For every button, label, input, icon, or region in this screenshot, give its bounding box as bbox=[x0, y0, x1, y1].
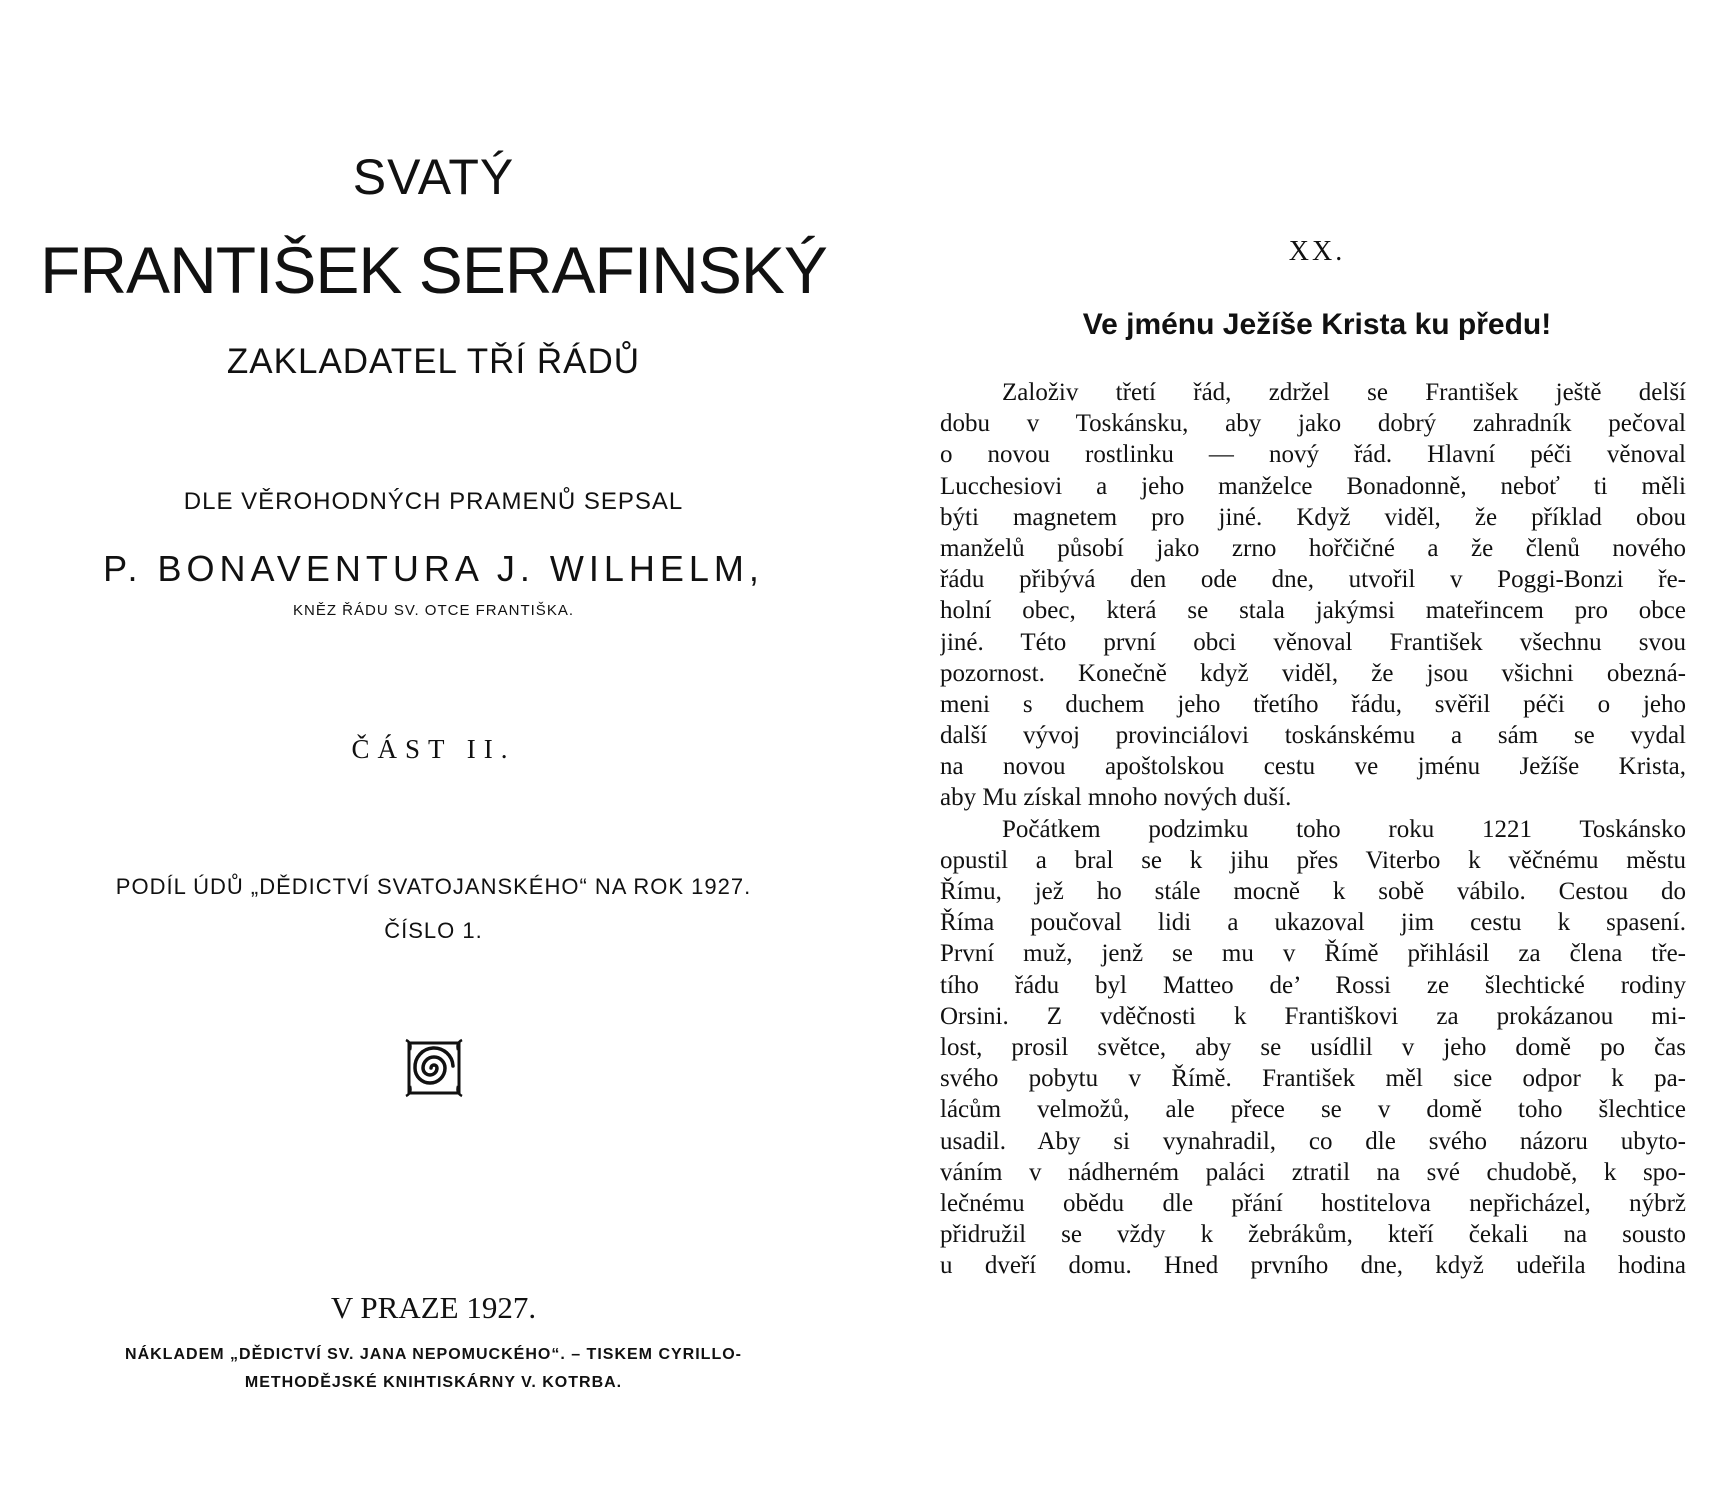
text-line: lácům velmožů, ale přece se v domě toho šlechtice bbox=[940, 1096, 1686, 1124]
text-line: aby Mu získal mnoho nových duší. bbox=[940, 784, 1292, 812]
text-line: opustil a bral se k jihu přes Viterbo k věčnému městu bbox=[940, 846, 1686, 874]
place-year: V PRAZE 1927. bbox=[330, 1290, 537, 1325]
share-line-2: ČÍSLO 1. bbox=[384, 918, 483, 943]
text-line: lečnému obědu dle přání hostitelova nepřicházel, nýbrž bbox=[940, 1189, 1686, 1217]
text-line: o novou rostlinku — nový řád. Hlavní péči věnoval bbox=[940, 441, 1686, 469]
text-line: Orsini. Z vděčnosti k Františkovi za prokázanou mi- bbox=[940, 1002, 1686, 1030]
text-line: přidružil se vždy k žebrákům, kteří čekali na sousto bbox=[940, 1221, 1686, 1249]
chapter-number: XX. bbox=[1288, 236, 1346, 267]
text-line: na novou apoštolskou cestu ve jménu Ježíše Krista, bbox=[940, 753, 1686, 781]
text-line: řádu přibývá den ode dne, utvořil v Poggi-Bonzi ře- bbox=[940, 566, 1686, 594]
title-top: SVATÝ bbox=[352, 149, 515, 205]
author-name: P. BONAVENTURA J. WILHELM, bbox=[103, 548, 764, 589]
book-subtitle: ZAKLADATEL TŘÍ ŘÁDŮ bbox=[226, 342, 641, 381]
text-line: První muž, jenž se mu v Římě přihlásil za člena tře- bbox=[940, 940, 1686, 968]
spiral-ornament-icon bbox=[403, 1037, 465, 1099]
text-line: dobu v Toskánsku, aby jako dobrý zahradník pečoval bbox=[940, 410, 1686, 438]
text-line: usadil. Aby si vynahradil, co dle svého názoru ubyto- bbox=[940, 1127, 1686, 1155]
text-line: manželů působí jako zrno hořčičné a že členů nového bbox=[940, 534, 1686, 562]
text-line: tího řádu byl Matteo de’ Rossi ze šlechtické rodiny bbox=[940, 971, 1686, 999]
text-line: Římu, jež ho stále mocně k sobě vábilo. Cestou do bbox=[940, 878, 1686, 905]
chapter-title: Ve jménu Ježíše Krista ku předu! bbox=[1082, 308, 1552, 341]
book-title: FRANTIŠEK SERAFINSKÝ bbox=[40, 233, 827, 307]
text-line: váním v nádherném paláci ztratil na své chudobě, k spo- bbox=[940, 1158, 1686, 1186]
text-line: svého pobytu v Římě. František měl sice odpor k pa- bbox=[940, 1065, 1686, 1093]
text-page bbox=[900, 0, 1734, 1500]
text-line: pozornost. Konečně když viděl, že jsou všichni obezná- bbox=[940, 659, 1686, 687]
author-role: KNĚZ ŘÁDU SV. OTCE FRANTIŠKA. bbox=[293, 602, 574, 619]
text-line: u dveří domu. Hned prvního dne, když udeřila hodina bbox=[940, 1252, 1686, 1280]
author-intro: DLE VĚROHODNÝCH PRAMENŮ SEPSAL bbox=[183, 488, 684, 515]
publisher-line-2: METHODĚJSKÉ KNIHTISKÁRNY V. KOTRBA. bbox=[244, 1374, 623, 1391]
text-line: Lucchesiovi a jeho manželce Bonadonně, neboť ti měli bbox=[940, 472, 1686, 500]
text-line: jiné. Této první obci věnoval František všechnu svou bbox=[940, 628, 1686, 656]
text-line: další vývoj provinciálovi toskánskému a sám se vydal bbox=[940, 722, 1686, 750]
text-line: holní obec, která se stala jakýmsi mateřincem pro obce bbox=[940, 597, 1686, 625]
share-line-1: PODÍL ÚDŮ „DĚDICTVÍ SVATOJANSKÉHO“ NA ROK 1927. bbox=[115, 874, 752, 899]
part-number: ČÁST II. bbox=[351, 734, 516, 764]
text-line: Počátkem podzimku toho roku 1221 Toskánsko bbox=[1002, 815, 1686, 843]
chapter-body bbox=[940, 377, 1686, 1281]
text-line: Založiv třetí řád, zdržel se František ještě delší bbox=[1002, 379, 1686, 406]
text-line: lost, prosil světce, aby se usídlil v jeho domě po čas bbox=[940, 1033, 1686, 1061]
text-line: meni s duchem jeho třetího řádu, svěřil péči o jeho bbox=[940, 690, 1686, 718]
text-line: býti magnetem pro jiné. Když viděl, že příklad obou bbox=[940, 503, 1686, 531]
publisher-line-1: NÁKLADEM „DĚDICTVÍ SV. JANA NEPOMUCKÉHO“. – TISKEM CYRILLO- bbox=[125, 1346, 742, 1363]
text-line: Říma poučoval lidi a ukazoval jim cestu k spasení. bbox=[940, 909, 1686, 937]
